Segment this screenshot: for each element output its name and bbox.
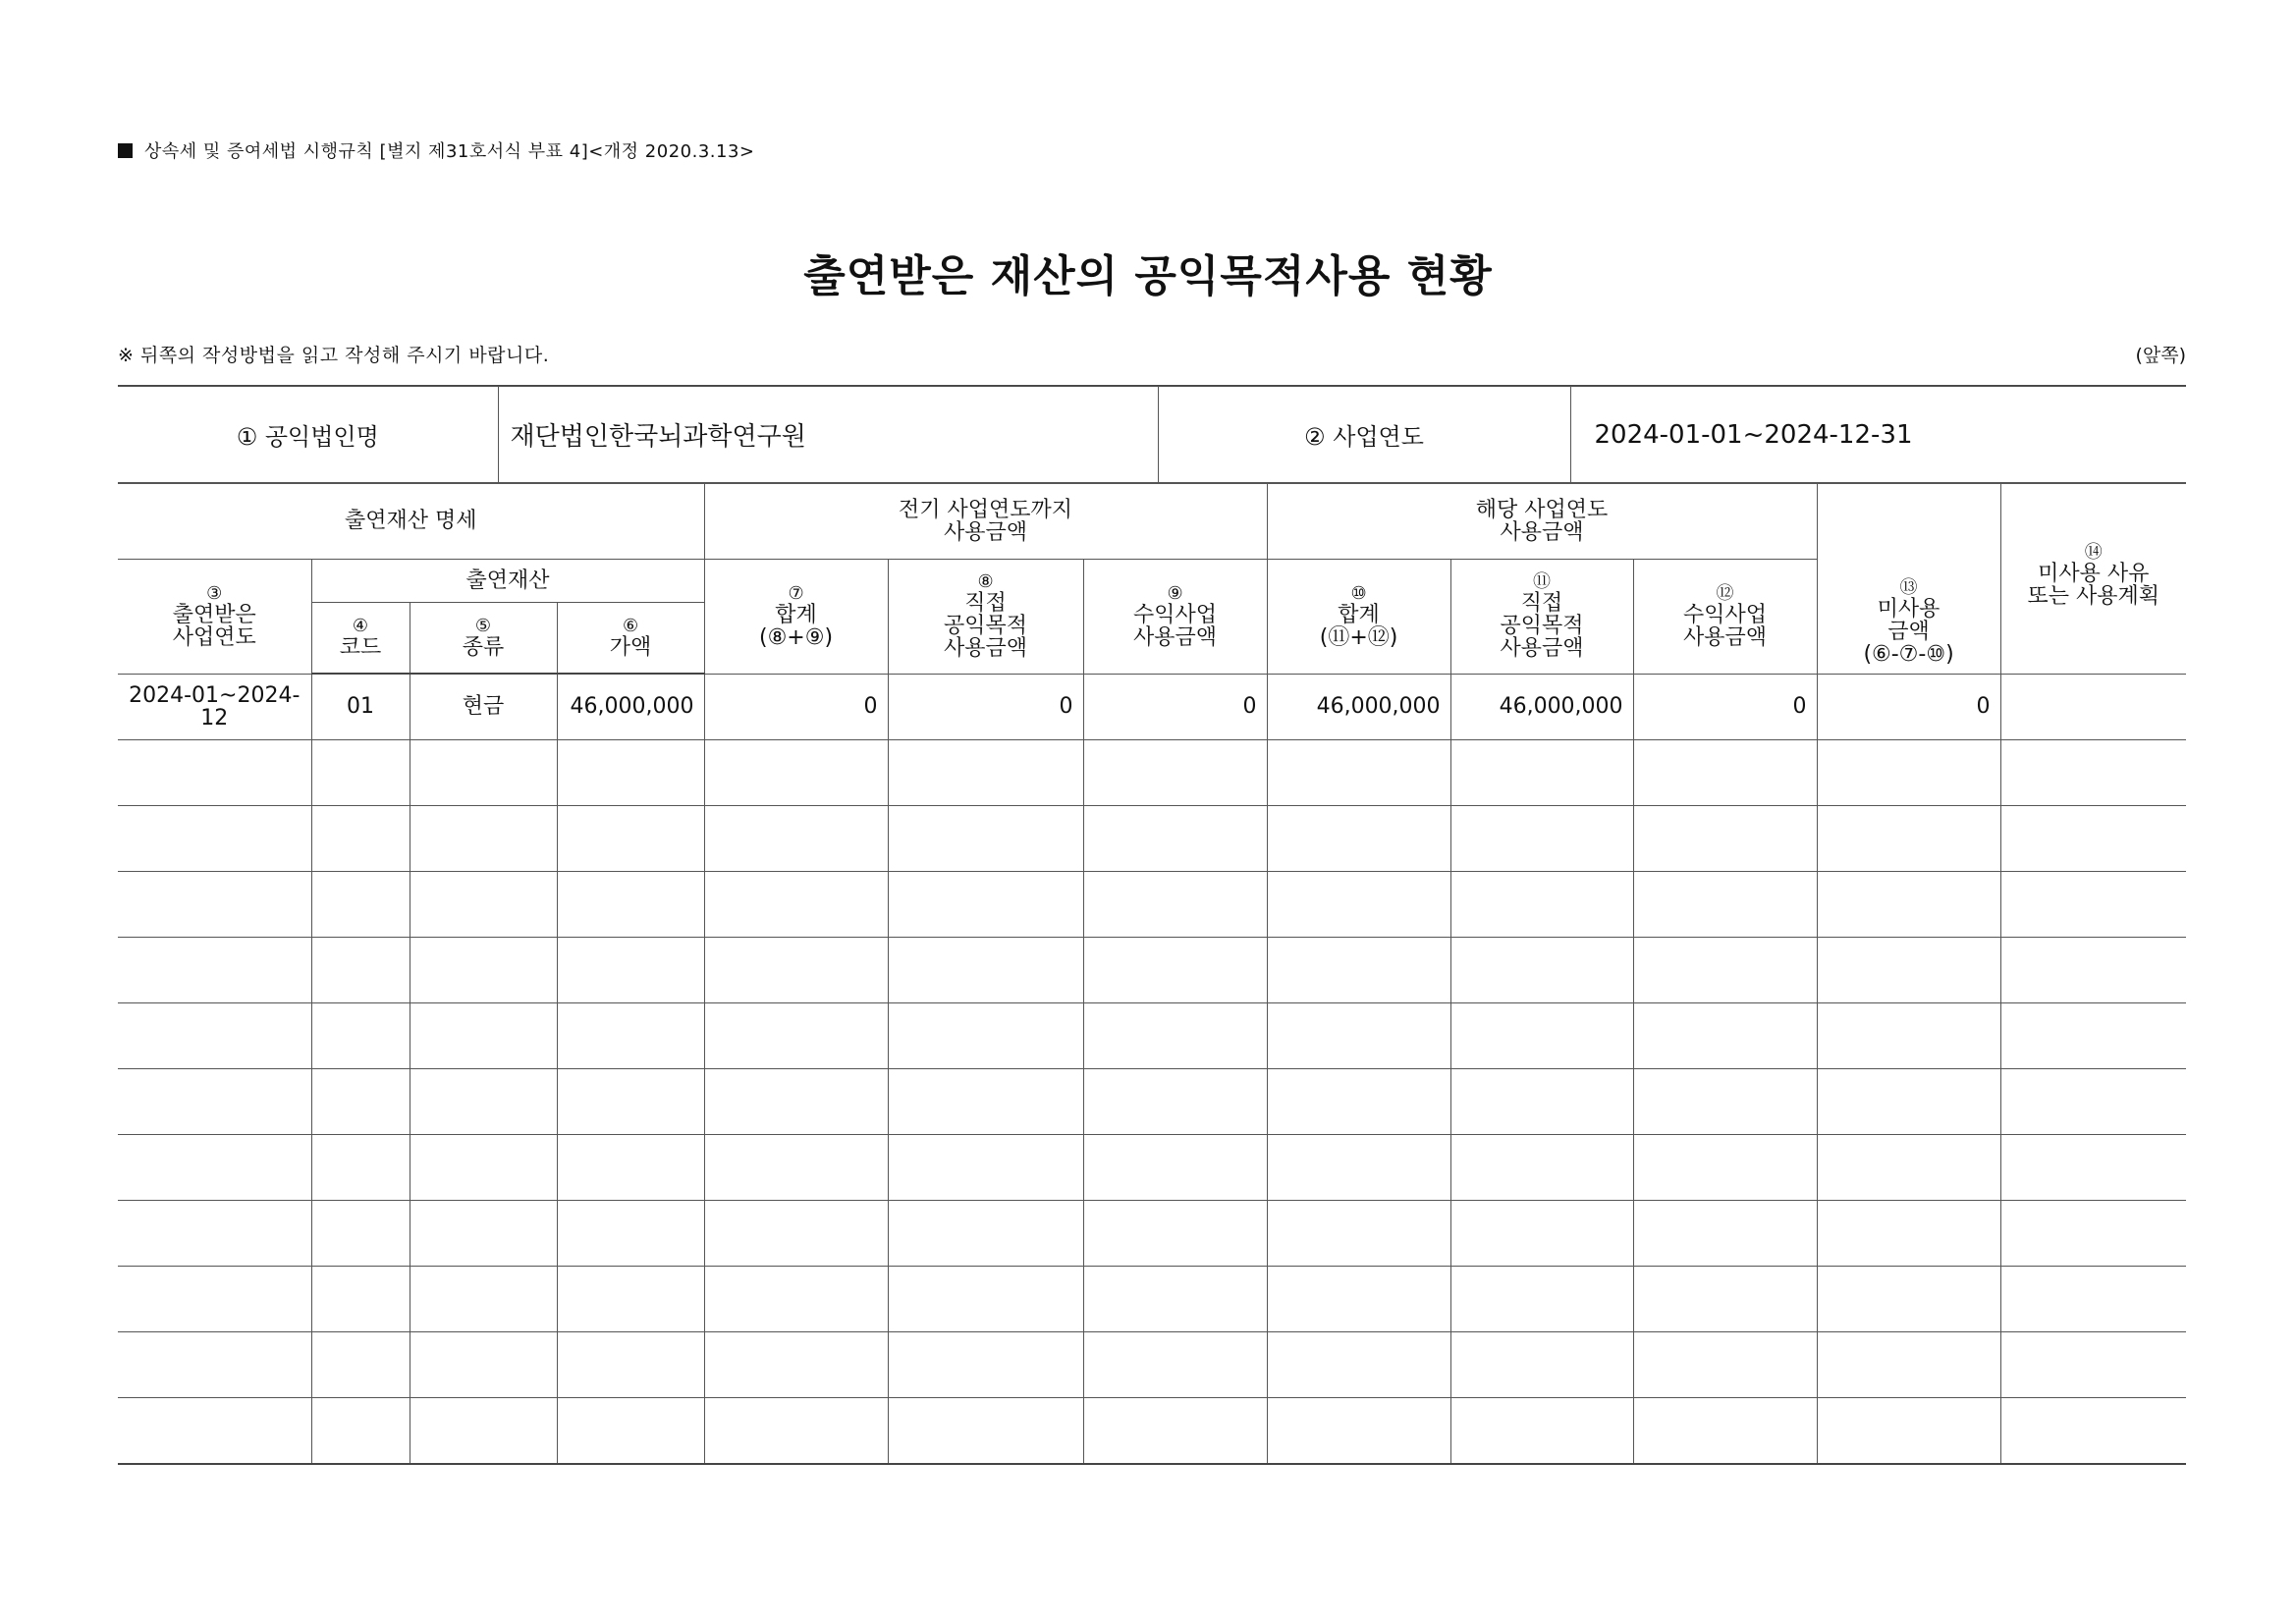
instruction-note: ※ 뒤쪽의 작성방법을 읽고 작성해 주시기 바랍니다. (118, 345, 550, 366)
circled-8: ⑧ (977, 571, 994, 593)
cell-current-business[interactable] (1633, 1069, 1817, 1135)
header-prior-business (1083, 560, 1267, 675)
cell-code[interactable] (311, 938, 410, 1003)
header-line: 사용금액 (1683, 624, 1768, 650)
cell-current-direct[interactable] (1450, 1135, 1633, 1201)
cell-code[interactable] (311, 872, 410, 938)
cell-prior-total[interactable] (704, 1332, 888, 1398)
circled-11: ⑪ (1533, 571, 1552, 593)
header-prior-direct (888, 560, 1083, 675)
cell-value[interactable] (557, 806, 704, 872)
header-unused-reason (2000, 484, 2186, 675)
cell-prior-direct[interactable] (888, 1398, 1083, 1465)
cell-current-direct[interactable] (1450, 1332, 1633, 1398)
cell-prior-direct[interactable] (888, 938, 1083, 1003)
cell-received-year[interactable] (118, 1332, 311, 1398)
cell-unused-amount[interactable] (1817, 1003, 2000, 1069)
cell-current-business[interactable] (1633, 872, 1817, 938)
cell-prior-total[interactable] (704, 1069, 888, 1135)
table-row (118, 1135, 2186, 1201)
header-line: 출연받은 (172, 602, 256, 627)
cell-current-total[interactable] (1267, 938, 1450, 1003)
cell-code[interactable] (311, 1069, 410, 1135)
cell-current-total[interactable]: 46,000,000 (1267, 674, 1450, 740)
cell-prior-total[interactable] (704, 1003, 888, 1069)
cell-kind[interactable] (410, 1135, 557, 1201)
header-line: 사용금액 (944, 636, 1028, 662)
cell-received-year[interactable] (118, 872, 311, 938)
cell-value[interactable] (557, 1398, 704, 1465)
cell-value[interactable] (557, 872, 704, 938)
cell-prior-total[interactable] (704, 1267, 888, 1332)
header-line: 미사용 (1877, 596, 1941, 622)
header-line: (⑧+⑨) (758, 624, 834, 650)
circled-14: ⑭ (2084, 542, 2103, 563)
circled-12: ⑫ (1716, 582, 1734, 604)
cell-current-business[interactable] (1633, 1398, 1817, 1465)
circled-5: ⑤ (474, 616, 492, 637)
table-row (118, 872, 2186, 938)
cell-value[interactable] (557, 740, 704, 806)
cell-code[interactable] (311, 1267, 410, 1332)
usage-table (118, 483, 2186, 1465)
header-line: 사업연도 (172, 624, 256, 650)
circled-10: ⑩ (1350, 582, 1367, 604)
group-prior-usage-header (704, 484, 1267, 560)
header-line: (⑪+⑫) (1319, 624, 1398, 650)
cell-received-year[interactable] (118, 1398, 311, 1465)
cell-code[interactable] (311, 1135, 410, 1201)
header-kind (410, 603, 557, 675)
cell-current-direct[interactable] (1450, 1003, 1633, 1069)
cell-current-direct[interactable] (1450, 872, 1633, 938)
header-line: 가액 (609, 634, 652, 660)
cell-value[interactable] (557, 1332, 704, 1398)
cell-current-business[interactable] (1633, 740, 1817, 806)
legal-reference-text: 상속세 및 증여세법 시행규칙 [별지 제31호서식 부표 4]<개정 2020.3.13> (144, 141, 755, 162)
cell-code[interactable] (311, 806, 410, 872)
cell-prior-direct[interactable] (888, 1003, 1083, 1069)
cell-current-total[interactable] (1267, 740, 1450, 806)
cell-unused-reason[interactable] (2000, 1201, 2186, 1267)
circled-9: ⑨ (1167, 582, 1183, 604)
cell-prior-total[interactable] (704, 1201, 888, 1267)
page-side-label: (앞쪽) (2135, 345, 2186, 366)
cell-prior-total[interactable] (704, 740, 888, 806)
cell-prior-total[interactable] (704, 938, 888, 1003)
cell-received-year[interactable] (118, 1003, 311, 1069)
table-row (118, 740, 2186, 806)
header-code (311, 603, 410, 675)
group-asset-detail-header: 출연재산 명세 (118, 484, 704, 560)
corp-name-field[interactable]: 재단법인한국뇌과학연구원 (498, 387, 1158, 483)
cell-unused-reason[interactable] (2000, 740, 2186, 806)
table-row (118, 1398, 2186, 1465)
cell-current-total[interactable] (1267, 1201, 1450, 1267)
header-line: 코드 (339, 634, 382, 660)
cell-prior-direct[interactable] (888, 1332, 1083, 1398)
header-value (557, 603, 704, 675)
cell-received-year[interactable] (118, 1135, 311, 1201)
cell-kind[interactable] (410, 872, 557, 938)
cell-code[interactable]: 01 (311, 674, 410, 740)
cell-unused-amount[interactable]: 0 (1817, 674, 2000, 740)
fiscal-year-field[interactable]: 2024-01-01~2024-12-31 (1570, 387, 2186, 483)
cell-current-total[interactable] (1267, 872, 1450, 938)
square-bullet-icon (118, 143, 133, 158)
cell-unused-reason[interactable] (2000, 1135, 2186, 1201)
header-line: 수익사업 (1683, 602, 1768, 627)
cell-received-year[interactable] (118, 938, 311, 1003)
cell-code[interactable] (311, 1201, 410, 1267)
cell-prior-direct[interactable] (888, 1267, 1083, 1332)
header-line: 사용금액 (1500, 636, 1584, 662)
cell-prior-direct[interactable] (888, 806, 1083, 872)
cell-value[interactable] (557, 1069, 704, 1135)
cell-prior-total[interactable] (704, 872, 888, 938)
cell-unused-amount[interactable] (1817, 806, 2000, 872)
cell-prior-total[interactable]: 0 (704, 674, 888, 740)
cell-current-business[interactable] (1633, 1201, 1817, 1267)
header-line: 또는 사용계획 (2027, 583, 2160, 609)
circled-7: ⑦ (788, 582, 804, 604)
table-body (118, 674, 2186, 1464)
page-title: 출연받은 재산의 공익목적사용 현황 (803, 251, 1493, 301)
cell-current-direct[interactable] (1450, 1201, 1633, 1267)
cell-prior-direct[interactable] (888, 1135, 1083, 1201)
header-line: (⑥-⑦-⑩) (1863, 641, 1954, 667)
cell-current-total[interactable] (1267, 1267, 1450, 1332)
cell-current-total[interactable] (1267, 1003, 1450, 1069)
cell-current-direct[interactable] (1450, 740, 1633, 806)
cell-prior-business[interactable] (1083, 1398, 1267, 1465)
cell-kind[interactable] (410, 1267, 557, 1332)
table-row (118, 1201, 2186, 1267)
header-donated-asset: 출연재산 (311, 560, 704, 603)
cell-unused-reason[interactable] (2000, 872, 2186, 938)
cell-prior-direct[interactable] (888, 740, 1083, 806)
cell-kind[interactable] (410, 1069, 557, 1135)
group-prior-usage-line: 전기 사업연도까지 (899, 497, 1073, 522)
group-prior-usage-line: 사용금액 (944, 520, 1028, 545)
cell-unused-reason[interactable] (2000, 1069, 2186, 1135)
cell-unused-reason[interactable] (2000, 806, 2186, 872)
corp-name-label: ① 공익법인명 (118, 387, 498, 483)
cell-current-business[interactable] (1633, 1135, 1817, 1201)
header-line: 금액 (1887, 619, 1930, 644)
cell-prior-business[interactable] (1083, 1267, 1267, 1332)
table-row (118, 1332, 2186, 1398)
cell-current-direct[interactable] (1450, 806, 1633, 872)
cell-value[interactable] (557, 1267, 704, 1332)
header-prior-total (704, 560, 888, 675)
cell-prior-direct[interactable]: 0 (888, 674, 1083, 740)
cell-current-business[interactable] (1633, 1003, 1817, 1069)
cell-value[interactable] (557, 938, 704, 1003)
cell-prior-business[interactable] (1083, 938, 1267, 1003)
cell-current-business[interactable]: 0 (1633, 674, 1817, 740)
group-current-usage-line: 해당 사업연도 (1475, 497, 1609, 522)
cell-current-business[interactable] (1633, 938, 1817, 1003)
cell-unused-amount[interactable] (1817, 740, 2000, 806)
cell-prior-business[interactable] (1083, 1201, 1267, 1267)
cell-received-year[interactable] (118, 1201, 311, 1267)
header-received-year (118, 560, 311, 675)
cell-current-total[interactable] (1267, 1332, 1450, 1398)
cell-unused-amount[interactable] (1817, 1201, 2000, 1267)
header-line: 사용금액 (1133, 624, 1218, 650)
cell-current-total[interactable] (1267, 1069, 1450, 1135)
cell-prior-business[interactable] (1083, 806, 1267, 872)
cell-code[interactable] (311, 1332, 410, 1398)
table-row (118, 674, 2186, 740)
header-line: 합계 (1338, 602, 1380, 627)
header-line: 직접 (1520, 591, 1563, 616)
group-current-usage-header (1267, 484, 1817, 560)
cell-unused-reason[interactable] (2000, 1267, 2186, 1332)
cell-current-direct[interactable] (1450, 1398, 1633, 1465)
table-row (118, 1267, 2186, 1332)
table-row (118, 938, 2186, 1003)
cell-prior-business[interactable] (1083, 872, 1267, 938)
circled-13: ⑬ (1899, 577, 1918, 598)
header-current-total (1267, 560, 1450, 675)
header-line: 공익목적 (944, 614, 1028, 639)
cell-kind[interactable] (410, 740, 557, 806)
header-line: 종류 (462, 634, 505, 660)
cell-prior-total[interactable] (704, 1135, 888, 1201)
cell-unused-reason[interactable] (2000, 674, 2186, 740)
table-row (118, 1003, 2186, 1069)
cell-unused-amount[interactable] (1817, 1069, 2000, 1135)
header-line: 미사용 사유 (2038, 561, 2150, 586)
cell-current-total[interactable] (1267, 1135, 1450, 1201)
cell-unused-reason[interactable] (2000, 1332, 2186, 1398)
cell-prior-business[interactable] (1083, 740, 1267, 806)
header-current-direct (1450, 560, 1633, 675)
cell-received-year[interactable]: 2024-01~2024-12 (118, 674, 311, 740)
circled-6: ⑥ (622, 616, 639, 637)
cell-kind[interactable] (410, 938, 557, 1003)
cell-current-business[interactable] (1633, 806, 1817, 872)
cell-unused-reason[interactable] (2000, 938, 2186, 1003)
cell-unused-reason[interactable] (2000, 1398, 2186, 1465)
cell-current-direct[interactable] (1450, 1069, 1633, 1135)
cell-current-direct[interactable] (1450, 1267, 1633, 1332)
cell-unused-amount[interactable] (1817, 1332, 2000, 1398)
cell-received-year[interactable] (118, 1267, 311, 1332)
cell-current-direct[interactable] (1450, 938, 1633, 1003)
cell-code[interactable] (311, 1003, 410, 1069)
cell-kind[interactable] (410, 1003, 557, 1069)
cell-prior-direct[interactable] (888, 1069, 1083, 1135)
header-line: 직접 (964, 591, 1007, 616)
cell-code[interactable] (311, 740, 410, 806)
cell-prior-business[interactable] (1083, 1332, 1267, 1398)
cell-prior-direct[interactable] (888, 872, 1083, 938)
cell-current-total[interactable] (1267, 1398, 1450, 1465)
cell-received-year[interactable] (118, 740, 311, 806)
cell-value[interactable] (557, 1201, 704, 1267)
cell-value[interactable] (557, 1003, 704, 1069)
cell-current-direct[interactable]: 46,000,000 (1450, 674, 1633, 740)
legal-reference (118, 137, 754, 163)
cell-unused-amount[interactable] (1817, 1267, 2000, 1332)
cell-value[interactable] (557, 1135, 704, 1201)
cell-prior-business[interactable]: 0 (1083, 674, 1267, 740)
circled-4: ④ (352, 616, 369, 637)
cell-kind[interactable] (410, 1398, 557, 1465)
cell-kind[interactable] (410, 806, 557, 872)
cell-current-business[interactable] (1633, 1332, 1817, 1398)
cell-kind[interactable] (410, 1332, 557, 1398)
table-row (118, 806, 2186, 872)
cell-value[interactable]: 46,000,000 (557, 674, 704, 740)
group-current-usage-line: 사용금액 (1500, 520, 1584, 545)
header-line: 합계 (775, 602, 817, 627)
cell-received-year[interactable] (118, 1069, 311, 1135)
cell-prior-direct[interactable] (888, 1201, 1083, 1267)
fiscal-year-label: ② 사업연도 (1158, 387, 1570, 483)
cell-unused-reason[interactable] (2000, 1003, 2186, 1069)
cell-current-total[interactable] (1267, 806, 1450, 872)
header-line: 수익사업 (1133, 602, 1218, 627)
table-row (118, 1069, 2186, 1135)
circled-3: ③ (206, 582, 223, 604)
cell-unused-amount[interactable] (1817, 1135, 2000, 1201)
cell-code[interactable] (311, 1398, 410, 1465)
cell-unused-amount[interactable] (1817, 872, 2000, 938)
cell-kind[interactable]: 현금 (410, 674, 557, 740)
info-table (118, 386, 2186, 483)
cell-prior-total[interactable] (704, 1398, 888, 1465)
cell-prior-business[interactable] (1083, 1069, 1267, 1135)
cell-prior-total[interactable] (704, 806, 888, 872)
cell-kind[interactable] (410, 1201, 557, 1267)
cell-current-business[interactable] (1633, 1267, 1817, 1332)
cell-prior-business[interactable] (1083, 1003, 1267, 1069)
header-current-business (1633, 560, 1817, 675)
cell-prior-business[interactable] (1083, 1135, 1267, 1201)
header-line: 공익목적 (1500, 614, 1584, 639)
cell-received-year[interactable] (118, 806, 311, 872)
cell-unused-amount[interactable] (1817, 1398, 2000, 1465)
cell-unused-amount[interactable] (1817, 938, 2000, 1003)
header-unused-amount (1817, 484, 2000, 675)
